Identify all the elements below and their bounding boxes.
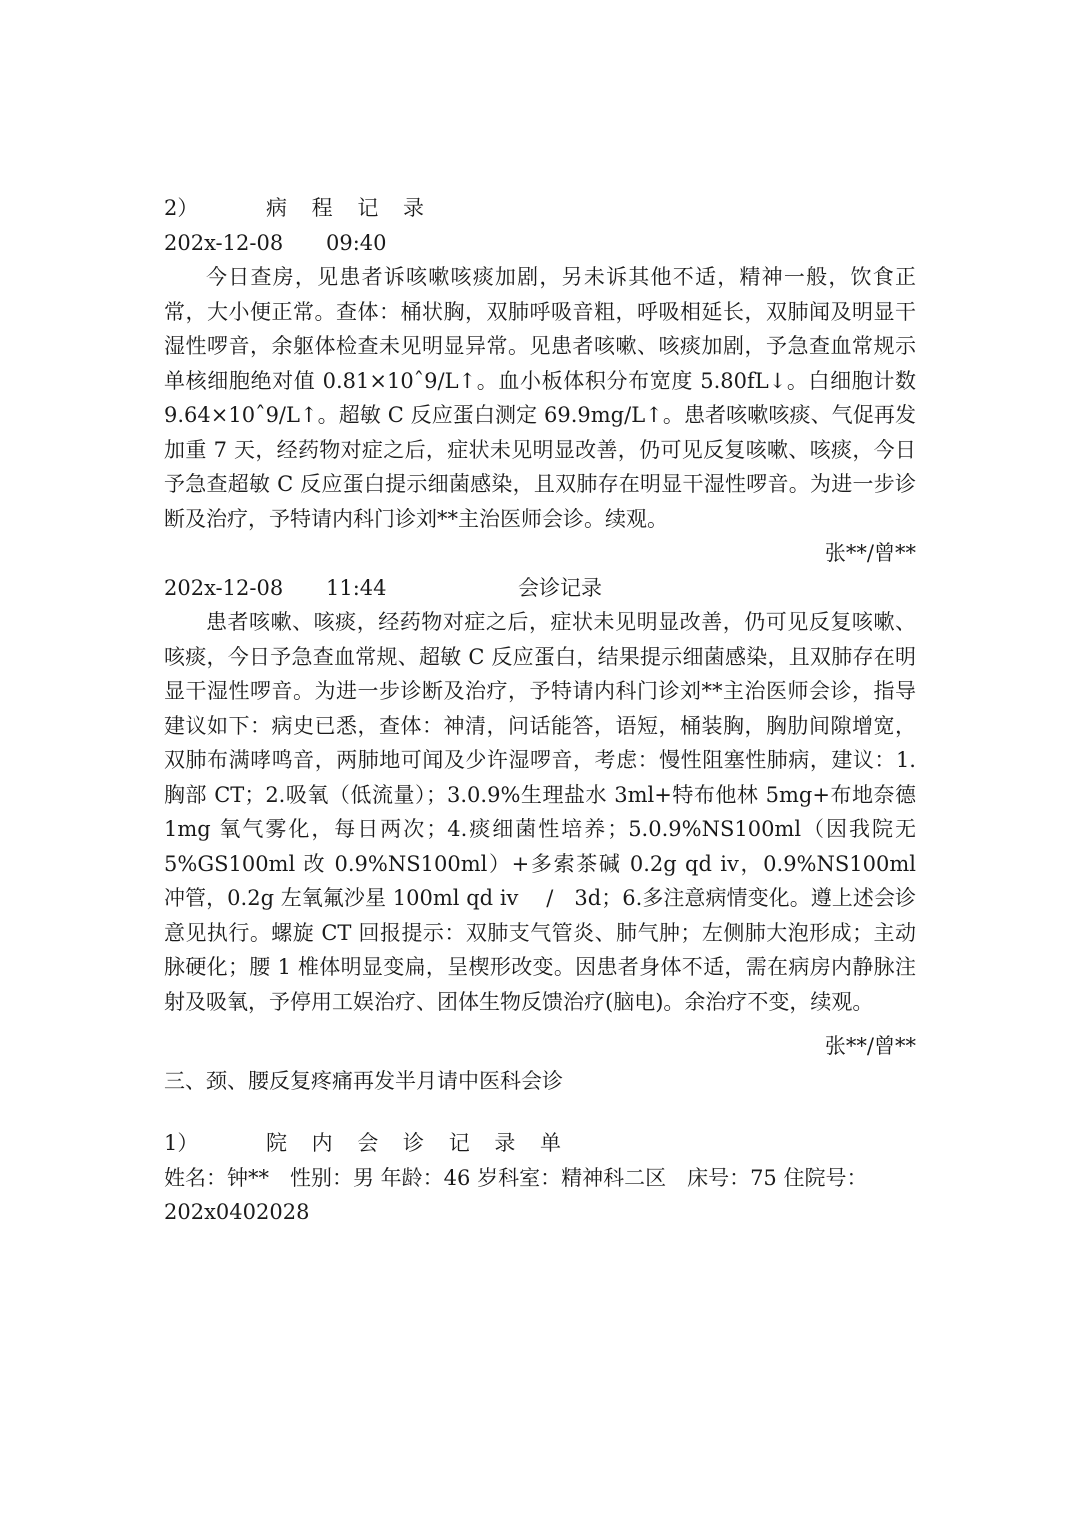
signature: 张**/曾** <box>824 541 916 565</box>
patient-admission-number: 202x0402028 <box>164 1200 310 1224</box>
document-page <box>164 191 916 1230</box>
section-heading-tcm-consultation: 三、颈、腰反复疼痛再发半月请中医科会诊 <box>164 1068 563 1093</box>
entry-timestamp <box>164 226 916 261</box>
consultation-note-body: 患者咳嗽、咳痰，经药物对症之后，症状未见明显改善，仍可见反复咳嗽、咳痰，今日予急查血常规、超敏 C 反应蛋白，结果提示细菌感染，且双肺存在明显干湿性啰音。为进一步诊断及治疗，予特请内科门诊刘**主治医师会诊，指导建议如下：病史已悉，查体：神清，问话能答，语短，桶装胸，胸肋间隙增宽，双肺布满哮鸣音，两肺地可闻及少许湿啰音，考虑：慢性阻塞性肺病，建议：1.胸部 CT；2.吸氧（低流量）；3.0.9%生理盐水 3ml+特布他林 5mg+布地奈德 1mg 氧气雾化，每日两次；4.痰细菌性培养；5.0.9%NS100ml（因我院无 5%GS100ml 改 0.9%NS100ml）+多索茶碱 0.2g qd iv，0.9%NS100ml 冲管，0.2g 左氧氟沙星 100ml qd iv / 3d；6.多注意病情变化。遵上述会诊意见执行。螺旋 CT 回报提示：双肺支气管炎、肺气肿；左侧肺大泡形成；主动脉硬化；腰 1 椎体明显变扁，呈楔形改变。因患者身体不适，需在病房内静脉注射及吸氧，予停用工娱治疗、团体生物反馈治疗(脑电)。余治疗不变，续观。 <box>164 610 916 1014</box>
entry-time: 11:44 <box>326 575 387 600</box>
section-title: 病 程 记 录 <box>266 196 434 220</box>
subsection-number: 1） <box>164 1131 199 1155</box>
consultation-timestamp <box>164 571 916 606</box>
consultation-label: 会诊记录 <box>518 575 602 600</box>
subsection-title: 院 内 会 诊 记 录 单 <box>266 1131 571 1155</box>
progress-note-body: 今日查房，见患者诉咳嗽咳痰加剧，另未诉其他不适，精神一般，饮食正常，大小便正常。查体：桶状胸，双肺呼吸音粗，呼吸相延长，双肺闻及明显干湿性啰音，余躯体检查未见明显异常。见患者咳嗽、咳痰加剧，予急查血常规示单核细胞绝对值 0.81×10ˆ9/L↑。血小板体积分布宽度 5.80fL↓。白细胞计数 9.64×10ˆ9/L↑。超敏 C 反应蛋白测定 69.9mg/L↑。患者咳嗽咳痰、气促再发加重 7 天，经药物对症之后，症状未见明显改善，仍可见反复咳嗽、咳痰，今日予急查超敏 C 反应蛋白提示细菌感染，且双肺存在明显干湿性啰音。为进一步诊断及治疗，予特请内科门诊刘**主治医师会诊。续观。 <box>164 265 916 531</box>
entry-date: 202x-12-08 <box>164 230 284 255</box>
section-heading-progress-record <box>164 191 916 226</box>
entry-date: 202x-12-08 <box>164 575 284 600</box>
patient-info-line: 姓名：钟** 性别：男 年龄：46 岁科室：精神科二区 床号：75 住院号： <box>164 1165 868 1190</box>
signature: 张**/曾** <box>824 1034 916 1058</box>
subsection-heading-consultation-form <box>164 1126 916 1161</box>
entry-time: 09:40 <box>326 230 387 255</box>
section-number: 2） <box>164 196 199 220</box>
